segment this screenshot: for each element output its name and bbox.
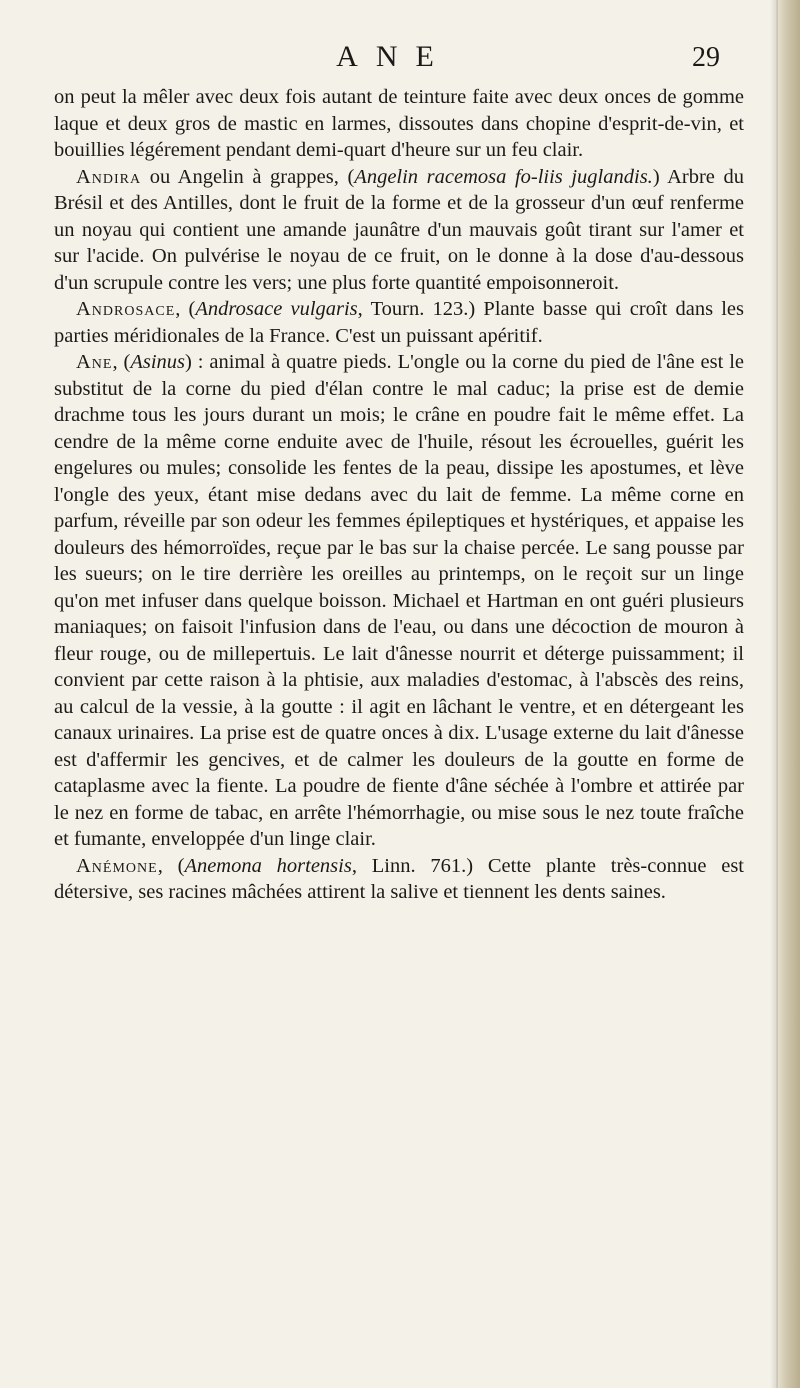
entry-text: , Linn. 761.) Cette plante très-connue est détersive, ses racines mâchées attirent la salive et tiennent les dents saines. [54,854,744,903]
binding-shadow [770,0,778,1388]
entry-text: ) : animal à quatre pieds. L'ongle ou la corne du pied de l'âne est le substitut de la corne du pied d'élan contre le mal caduc; la prise est de demie drachme tous les jours durant un mois; le crâne en poudre fait le même effet. La cendre de la même corne enduite avec de l'huile, résout les écrouelles, guérit les engelures ou mules; consolide les fentes de la peau, dissipe les apostumes, et lève l'ongle des yeux, étant mise dedans avec du lait de femme. La même corne en parfum, réveille par son odeur les femmes épileptiques et hystériques, et appaise les douleurs des hémorroïdes, reçue par le bas sur la chaise percée. Le sang pousse par les sueurs; on le tire derrière les oreilles au printemps, on le reçoit sur un linge qu'on met infuser dans quelque boisson. Michael et Hartman en ont guéri plusieurs maniaques; on faisoit l'infusion dans de l'eau, ou dans une décoction de mouron à fleur rouge, ou de millepertuis. Le lait d'ânesse nourrit et déterge puissamment; il convient par cette raison à la phtisie, aux maladies d'estomac, à l'abscès des reins, au calcul de la vessie, à la goutte : il agit en lâchant le ventre, et en détergeant les canaux urinaires. La prise est de quatre onces à dix. L'usage externe du lait d'ânesse est d'affermir les gencives, et de calmer les douleurs de la goutte en forme de cataplasme avec la fiente. La poudre de fiente d'âne séchée à l'ombre et attirée par le nez en forme de tabac, en arrête l'hémorrhagie, ou mise sous le nez toute fraîche et fumante, enveloppée d'un linge clair. [54,351,744,850]
paragraph-continuation: on peut la mêler avec deux fois autant de teinture faite avec deux onces de gomme laque et deux gros de mastic en larmes, dissoutes dans chopine d'esprit-de-vin, et bouillies légérement pendant demi-quart d'heure sur un feu clair. [54,86,744,161]
running-head: ANE [336,40,452,73]
entry-andira [54,164,744,297]
book-binding-edge [776,0,800,1388]
entry-text: ) Arbre du Brésil et des Antilles, dont le fruit de la forme et de la grosseur d'un œuf renferme un noyau qui contient une amande jaunâtre d'un mauvais goût tirant sur l'amer et sur l'acide. On pulvérise le noyau de ce fruit, on le donne à la dose d'au-dessous d'un scrupule contre les vers; une plus forte quantité empoisonneroit. [54,165,744,294]
entry-text: , Tourn. 123.) Plante basse qui croît dans les parties méridionales de la France. C'est un puissant apéritif. [54,298,744,347]
latin-name: Androsace vulgaris [195,298,358,320]
entry-headword: Anémone [76,854,158,877]
latin-name: Anemona hortensis [184,854,352,877]
entry-headword: Ane [76,351,113,373]
entry-text: ou Angelin à grappes, ( [141,165,355,188]
latin-name: Asinus [130,351,186,373]
entry-text: , ( [157,854,185,877]
entry-ane [54,349,744,853]
page-number: 29 [692,42,720,73]
entry-text: , ( [175,298,196,320]
latin-name: Angelin racemosa fo-liis juglandis. [354,165,653,188]
entry-text: , ( [112,351,131,373]
entry-headword: Androsace [76,298,176,320]
page-header [54,40,734,80]
entry-androsace [54,296,744,349]
entry-anemone [54,853,744,906]
entry-headword: Andira [76,165,142,188]
page-body [54,84,744,906]
